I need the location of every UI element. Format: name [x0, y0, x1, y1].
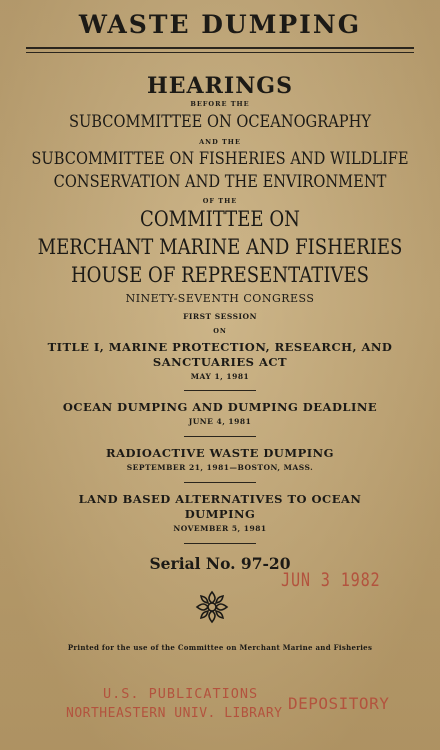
title-rule-thick	[26, 47, 414, 49]
title-rule-thin	[26, 52, 414, 53]
topic2-date: JUNE 4, 1981	[188, 417, 252, 426]
depository-stamp: DEPOSITORY	[288, 694, 390, 713]
topic4-line1: LAND BASED ALTERNATIVES TO OCEAN	[78, 492, 362, 506]
committee-line3: HOUSE OF REPRESENTATIVES	[70, 263, 370, 287]
and-the-label: AND THE	[199, 138, 241, 146]
subcommittee-oceanography: SUBCOMMITTEE ON OCEANOGRAPHY	[68, 112, 372, 132]
seal-emblem-icon	[194, 589, 230, 625]
topic4-date: NOVEMBER 5, 1981	[173, 524, 267, 533]
printed-for-note: Printed for the use of the Committee on Merchant Marine and Fisheries	[67, 643, 373, 652]
committee-line1: COMMITTEE ON	[140, 207, 300, 231]
session-label: FIRST SESSION	[183, 312, 257, 321]
topic1-line2: SANCTUARIES ACT	[152, 355, 288, 369]
us-publications-stamp: U.S. PUBLICATIONS	[103, 686, 259, 702]
committee-line2: MERCHANT MARINE AND FISHERIES	[37, 235, 403, 259]
library-stamp: NORTHEASTERN UNIV. LIBRARY	[66, 706, 283, 721]
of-the-label: OF THE	[202, 197, 238, 205]
document-title: WASTE DUMPING	[78, 10, 362, 39]
separator-rule	[184, 543, 256, 544]
topic3-title: RADIOACTIVE WASTE DUMPING	[106, 446, 334, 460]
separator-rule	[184, 482, 256, 483]
date-received-stamp: JUN 3 1982	[281, 569, 381, 591]
topic3-date: SEPTEMBER 21, 1981—BOSTON, MASS.	[126, 463, 314, 472]
subcommittee-fisheries-line1: SUBCOMMITTEE ON FISHERIES AND WILDLIFE	[31, 149, 409, 169]
topic1-line1: TITLE I, MARINE PROTECTION, RESEARCH, AND	[47, 340, 393, 354]
hearings-heading: HEARINGS	[147, 73, 293, 99]
serial-number: Serial No. 97-20	[149, 554, 291, 573]
congress-label: NINETY-SEVENTH CONGRESS	[125, 292, 315, 305]
topic2-title: OCEAN DUMPING AND DUMPING DEADLINE	[62, 400, 378, 414]
topic4-line2: DUMPING	[184, 507, 256, 521]
on-label: ON	[213, 327, 227, 335]
separator-rule	[184, 390, 256, 391]
topic1-date: MAY 1, 1981	[190, 372, 250, 381]
subcommittee-fisheries-line2: CONSERVATION AND THE ENVIRONMENT	[53, 172, 387, 192]
separator-rule	[184, 436, 256, 437]
before-the-label: BEFORE THE	[190, 100, 250, 108]
